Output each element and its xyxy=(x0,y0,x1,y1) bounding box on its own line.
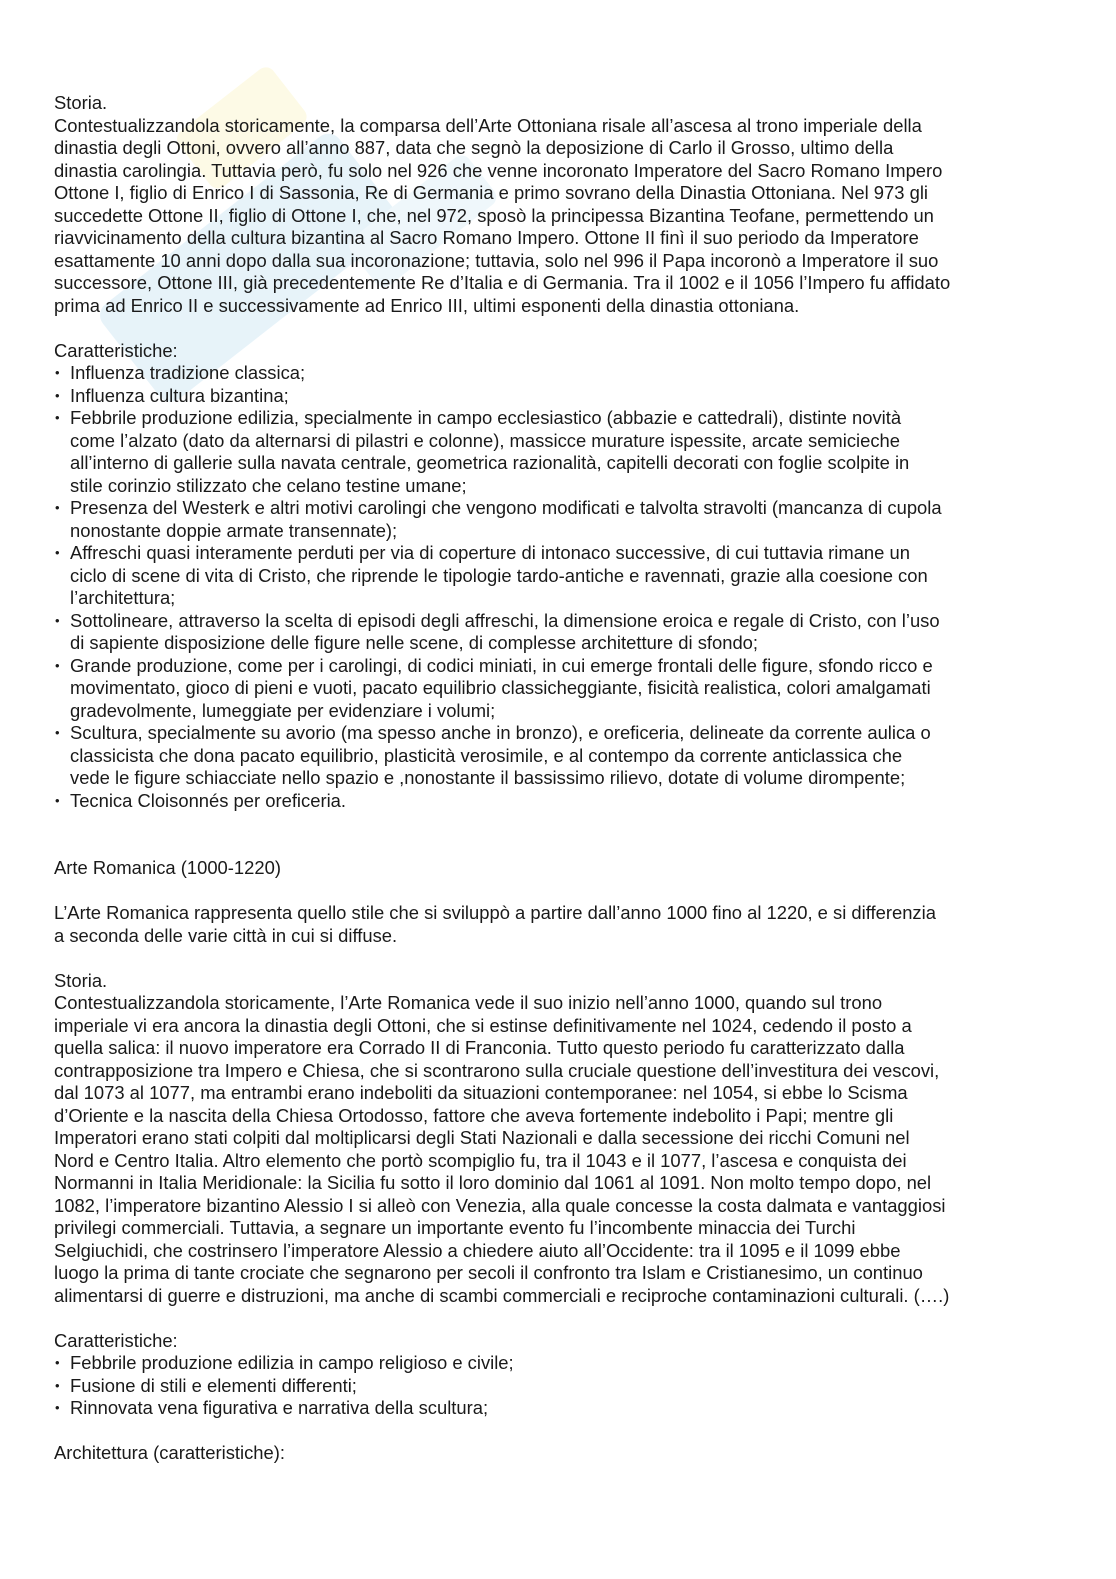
text-line: Contestualizzandola storicamente, l’Arte Romanica vede il suo inizio nell’anno 1000, quando sul trono xyxy=(54,992,883,1013)
caratteristiche-heading: Caratteristiche: xyxy=(54,339,178,361)
text-line: successore, Ottone III, già precedentemente Re d’Italia e di Germania. Tra il 1002 e il 1056 l’Impero fu affidato xyxy=(54,272,951,293)
list-item: • Affreschi quasi interamente perduti per via di coperture di intonaco successive, di cui tuttavia rimane un ciclo di scene di vita di Cristo, che riprende le tipologie tardo-antiche e ravennati, grazie alla coesione con l’architettura; xyxy=(54,542,1064,610)
romanica-storia-paragraph xyxy=(54,992,1064,1307)
text-line: esattamente 10 anni dopo dalla sua incoronazione; tuttavia, solo nel 996 il Papa incoronò a Imperatore il suo xyxy=(54,249,939,271)
text-line: L’Arte Romanica rappresenta quello stile che si sviluppò a partire dall’anno 1000 fino al 1220, e si differenzia xyxy=(54,902,936,923)
romanica-intro-paragraph xyxy=(54,902,1064,947)
list-item: • Influenza cultura bizantina; xyxy=(54,385,1064,408)
text-line: Contestualizzandola storicamente, la comparsa dell’Arte Ottoniana risale all’ascesa al trono imperiale della xyxy=(54,114,922,136)
list-item: • Scultura, specialmente su avorio (ma spesso anche in bronzo), e oreficeria, delineate da corrente aulica o classicista che dona pacato equilibrio, plasticità verosimile, e al contempo da corrente anticlassica che vede le figure schiacciate nello spazio e ,nonostante il bassissimo rilievo, dotate di volume dirompente; xyxy=(54,722,1064,790)
text-line: Normanni in Italia Meridionale: la Sicilia fu sotto il loro dominio dal 1061 al 1091. Non molto tempo dopo, nel xyxy=(54,1172,932,1193)
text-line: alimentarsi di guerre e distruzioni, ma anche di scambi commerciali e reciproche contaminazioni culturali. (….) xyxy=(54,1284,950,1306)
text-line: privilegi commerciali. Tuttavia, a segnare un importante evento fu l’incombente minaccia dei Turchi xyxy=(54,1217,856,1238)
list-item: • Tecnica Cloisonnés per oreficeria. xyxy=(54,790,1064,813)
text-line: Ottone I, figlio di Enrico I di Sassonia, Re di Germania e primo sovrano della Dinastia Ottoniana. Nel 973 gli xyxy=(54,182,929,203)
list-item: • Febbrile produzione edilizia in campo religioso e civile; xyxy=(54,1352,1064,1375)
ottoniana-storia-paragraph xyxy=(54,115,1064,318)
list-item: • Influenza tradizione classica; xyxy=(54,362,1064,385)
text-line: a seconda delle varie città in cui si diffuse. xyxy=(54,924,398,946)
ottoniana-caratteristiche-list xyxy=(54,362,1064,812)
list-item: • Presenza del Westerk e altri motivi carolingi che vengono modificati e talvolta stravolti (mancanza di cupola nonostante doppie armate transennate); xyxy=(54,497,1064,542)
text-line: dal 1073 al 1077, ma entrambi erano indeboliti da situazioni contemporanee: nel 1054, si ebbe lo Scisma xyxy=(54,1082,908,1103)
text-line: imperiale vi era ancora la dinastia degli Ottoni, che si estinse definitivamente nel 1024, cedendo il posto a xyxy=(54,1014,912,1036)
architettura-heading: Architettura (caratteristiche): xyxy=(54,1442,285,1463)
text-line: Imperatori erano stati colpiti dal moltiplicarsi degli Stati Nazionali e dalla secessione dei ricchi Comuni nel xyxy=(54,1127,910,1148)
list-item: • Febbrile produzione edilizia, specialmente in campo ecclesiastico (abbazie e cattedrali), distinte novità come l’alzato (dato da alternarsi di pilastri e colonne), massicce murature ispessite, arcate semicieche all’interno di gallerie sulla navata centrale, geometrica razionalità, capitelli decorati con foglie scolpite in stile corinzio stilizzato che celano testine umane; xyxy=(54,407,1064,497)
list-item: • Grande produzione, come per i carolingi, di codici miniati, in cui emerge frontali delle figure, sfondo ricco e movimentato, gioco di pieni e vuoti, pacato equilibrio classicheggiante, fisicità realistica, colori amalgamati gradevolmente, lumeggiate per evidenziare i volumi; xyxy=(54,655,1064,723)
document-content xyxy=(54,92,1064,1465)
romanica-caratteristiche-list xyxy=(54,1352,1064,1420)
text-line: prima ad Enrico II e successivamente ad Enrico III, ultimi esponenti della dinastia ottoniana. xyxy=(54,294,800,316)
text-line: d’Oriente e la nascita della Chiesa Ortodosso, fattore che aveva fortemente indebolito i Papi; mentre gli xyxy=(54,1104,894,1126)
text-line: Nord e Centro Italia. Altro elemento che portò scompiglio fu, tra il 1043 e il 1077, l’ascesa e conquista dei xyxy=(54,1149,907,1171)
text-line: Selgiuchidi, che costrinsero l’imperatore Alessio a chiedere aiuto all’Occidente: tra il 1095 e il 1099 ebbe xyxy=(54,1239,901,1261)
text-line: dinastia degli Ottoni, ovvero all’anno 887, data che segnò la deposizione di Carlo il Grosso, ultimo della xyxy=(54,137,894,158)
storia-heading: Storia. xyxy=(54,92,108,113)
list-item: • Fusione di stili e elementi differenti; xyxy=(54,1375,1064,1398)
list-item: • Rinnovata vena figurativa e narrativa della scultura; xyxy=(54,1397,1064,1420)
text-line: 1082, l’imperatore bizantino Alessio I si alleò con Venezia, alla quale concesse la costa dalmata e vantaggiosi xyxy=(54,1194,946,1216)
storia-heading: Storia. xyxy=(54,969,108,991)
section-title: Arte Romanica (1000-1220) xyxy=(54,857,281,878)
text-line: luogo la prima di tante crociate che segnarono per secoli il confronto tra Islam e Cristianesimo, un continuo xyxy=(54,1262,923,1283)
text-line: contrapposizione tra Impero e Chiesa, che si scontrarono sulla cruciale questione dell’investitura dei vescovi, xyxy=(54,1059,940,1081)
text-line: quella salica: il nuovo imperatore era Corrado II di Franconia. Tutto questo periodo fu caratterizzato dalla xyxy=(54,1037,905,1058)
text-line: riavvicinamento della cultura bizantina al Sacro Romano Impero. Ottone II finì il suo periodo da Imperatore xyxy=(54,227,919,248)
text-line: dinastia carolingia. Tuttavia però, fu solo nel 926 che venne incoronato Imperatore del Sacro Romano Impero xyxy=(54,159,943,181)
list-item: • Sottolineare, attraverso la scelta di episodi degli affreschi, la dimensione eroica e regale di Cristo, con l’uso di sapiente disposizione delle figure nelle scene, di complesse architetture di sfondo; xyxy=(54,610,1064,655)
caratteristiche-heading: Caratteristiche: xyxy=(54,1329,178,1351)
text-line: succedette Ottone II, figlio di Ottone I, che, nel 972, sposò la principessa Bizantina Teofane, permettendo un xyxy=(54,204,934,226)
